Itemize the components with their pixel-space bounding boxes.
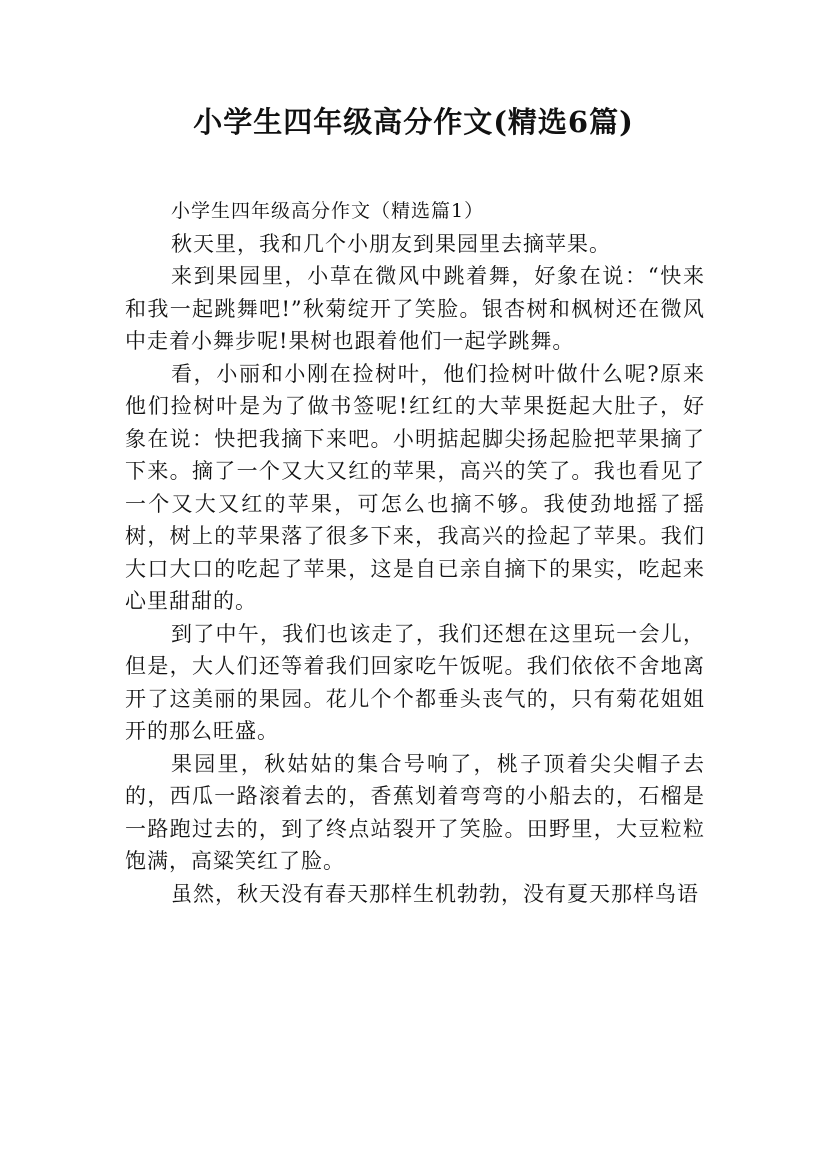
paragraph-6: 虽然，秋天没有春天那样生机勃勃，没有夏天那样鸟语 [171, 881, 699, 906]
paragraph-1: 秋天里，我和几个小朋友到果园里去摘苹果。 [171, 231, 611, 256]
paragraph-2: 来到果园里，小草在微风中跳着舞，好象在说：“快来和我一起跳舞吧!”秋菊绽开了笑脸。银杏树和枫树还在微风中走着小舞步呢!果树也跟着他们一起学跳舞。 [125, 264, 705, 353]
section-heading: 小学生四年级高分作文（精选篇1） [171, 200, 485, 222]
paragraph-3: 看，小丽和小刚在捡树叶，他们捡树叶做什么呢?原来他们捡树叶是为了做书签呢!红红的大苹果挺起大肚子，好象在说：快把我摘下来吧。小明掂起脚尖扬起脸把苹果摘了下来。摘了一个又大又红的苹果，高兴的笑了。我也看见了一个又大又红的苹果，可怎么也摘不够。我使劲地摇了摇树，树上的苹果落了很多下来，我高兴的捡起了苹果。我们大口大口的吃起了苹果，这是自已亲自摘下的果实，吃起来心里甜甜的。 [125, 361, 705, 613]
paragraph-5: 果园里，秋姑姑的集合号响了，桃子顶着尖尖帽子去的，西瓜一路滚着去的，香蕉划着弯弯的小船去的，石榴是一路跑过去的，到了终点站裂开了笑脸。田野里，大豆粒粒饱满，高粱笑红了脸。 [125, 751, 705, 873]
document-body [125, 195, 705, 910]
paragraph-4: 到了中午，我们也该走了，我们还想在这里玩一会儿，但是，大人们还等着我们回家吃午饭呢。我们依依不舍地离开了这美丽的果园。花儿个个都垂头丧气的，只有菊花姐姐开的那么旺盛。 [125, 621, 705, 743]
document-title: 小学生四年级高分作文(精选6篇) [193, 105, 634, 139]
